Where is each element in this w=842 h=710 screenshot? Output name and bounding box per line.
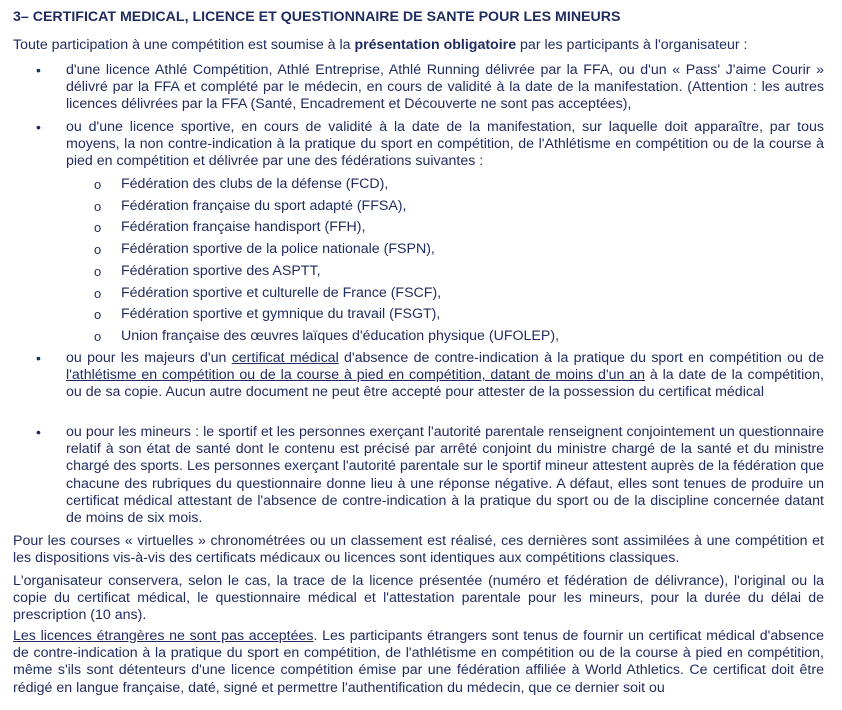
intro-paragraph [13,37,824,54]
sub-bullet-marker: o [94,177,102,192]
underlined-certificat: certificat médical [231,350,339,366]
sub-bullet-marker: o [94,242,102,257]
federation-item: Union française des œuvres laïques d'éducation physique (UFOLEP), [121,328,560,344]
bullet-certificat-majeurs [66,350,824,402]
virtual-races-paragraph: Pour les courses « virtuelles » chronométrées ou un classement est réalisé, ces dernières sont assimilées à une compétition et les dispositions vis-à-vis des certificats médicaux ou licences sont identiques aux compétitions classiques. [13,533,824,567]
bullet3-text: ou pour les majeurs d'un [66,350,232,366]
bullet-marker: • [36,424,41,440]
intro-text: Toute participation à une compétition est soumise à la [13,37,355,53]
federation-item: Fédération sportive de la police nationale (FSPN), [121,241,435,257]
intro-bold-text: présentation obligatoire [354,37,517,53]
sub-bullet-marker: o [94,329,102,344]
sub-bullet-marker: o [94,307,102,322]
bullet-marker: • [36,119,41,135]
federation-item: Fédération des clubs de la défense (FCD), [121,176,389,192]
bullet-marker: • [36,62,41,78]
organizer-paragraph: L'organisateur conservera, selon le cas, la trace de la licence présentée (numéro et fédération de délivrance), l'original ou la copie du certificat médical, le questionnaire médical et l'attestation parentale pour les mineurs, pour la durée du délai de prescription (10 ans). [13,573,824,624]
sub-bullet-marker: o [94,264,102,279]
bullet-marker: • [36,350,41,366]
bullet-licence-ffa: d'une licence Athlé Compétition, Athlé Entreprise, Athlé Running délivrée par la FFA, ou d'un « Pass' J'aime Courir » délivré par la FFA et complété par le médecin, en cours de validité à la date de la manifestation. (Attention : les autres licences délivrées par la FFA (Santé, Encadrement et Découverte ne sont pas acceptées), [66,62,824,113]
bullet-licence-sportive: ou d'une licence sportive, en cours de validité à la date de la manifestation, sur laquelle doit apparaître, par tous moyens, la non contre-indication à la pratique du sport en compétition, de l'Athlétisme en compétition ou de la course à pied en compétition et délivrée par une des fédérations suivantes : [66,119,824,170]
bullet3-text: d'absence de contre-indication à la pratique du sport en compétition ou de [338,350,824,366]
federation-item: Fédération sportive et culturelle de France (FSCF), [121,285,442,301]
section-heading: 3– CERTIFICAT MEDICAL, LICENCE ET QUESTIONNAIRE DE SANTE POUR LES MINEURS [13,9,621,25]
federation-item: Fédération sportive des ASPTT, [121,263,321,279]
sub-bullet-marker: o [94,199,102,214]
underlined-validity: l'athlétisme en compétition ou de la course à pied en compétition, datant de moins d'un an [66,367,646,384]
bullet-mineurs: ou pour les mineurs : le sportif et les personnes exerçant l'autorité parentale renseignent conjointement un questionnaire relatif à son état de santé dont le contenu est précisé par arrêté conjoint du ministre chargé de la santé et du ministre chargé des sports. Les personnes exerçant l'autorité parentale sur le sportif mineur attestent auprès de la fédération que chacune des rubriques du questionnaire donne lieu à une réponse négative. A défaut, elles sont tenues de produire un certificat médical attestant de l'absence de contre-indication à la pratique du sport ou de la discipline concernée datant de moins de six mois. [66,424,824,527]
intro-text-end: par les participants à l'organisateur : [516,37,748,53]
foreign-licences-paragraph [13,628,824,697]
foreign-licences-text: . Les participants étrangers sont tenus de fournir un certificat médical d'absence de contre-indication à la pratique du sport en compétition, de l'athlétisme en compétition ou de la course à pied en compétition, même s'ils sont détenteurs d'une licence compétition émise par une fédération affiliée à World Athletics. Ce certificat doit être rédigé en langue française, daté, signé et permettre l'authentification du médecin, que ce dernier soit ou [13,628,824,696]
federation-item: Fédération sportive et gymnique du travail (FSGT), [121,306,441,322]
bullet3-text: à la date de la compétition, ou de sa copie. Aucun autre document ne peut être accepté pour attester de la possession du certificat médical [66,367,824,401]
federation-item: Fédération française handisport (FFH), [121,219,366,235]
federation-item: Fédération française du sport adapté (FFSA), [121,198,407,214]
sub-bullet-marker: o [94,220,102,235]
underlined-foreign-licences: Les licences étrangères ne sont pas acceptées [13,628,314,644]
sub-bullet-marker: o [94,286,102,301]
